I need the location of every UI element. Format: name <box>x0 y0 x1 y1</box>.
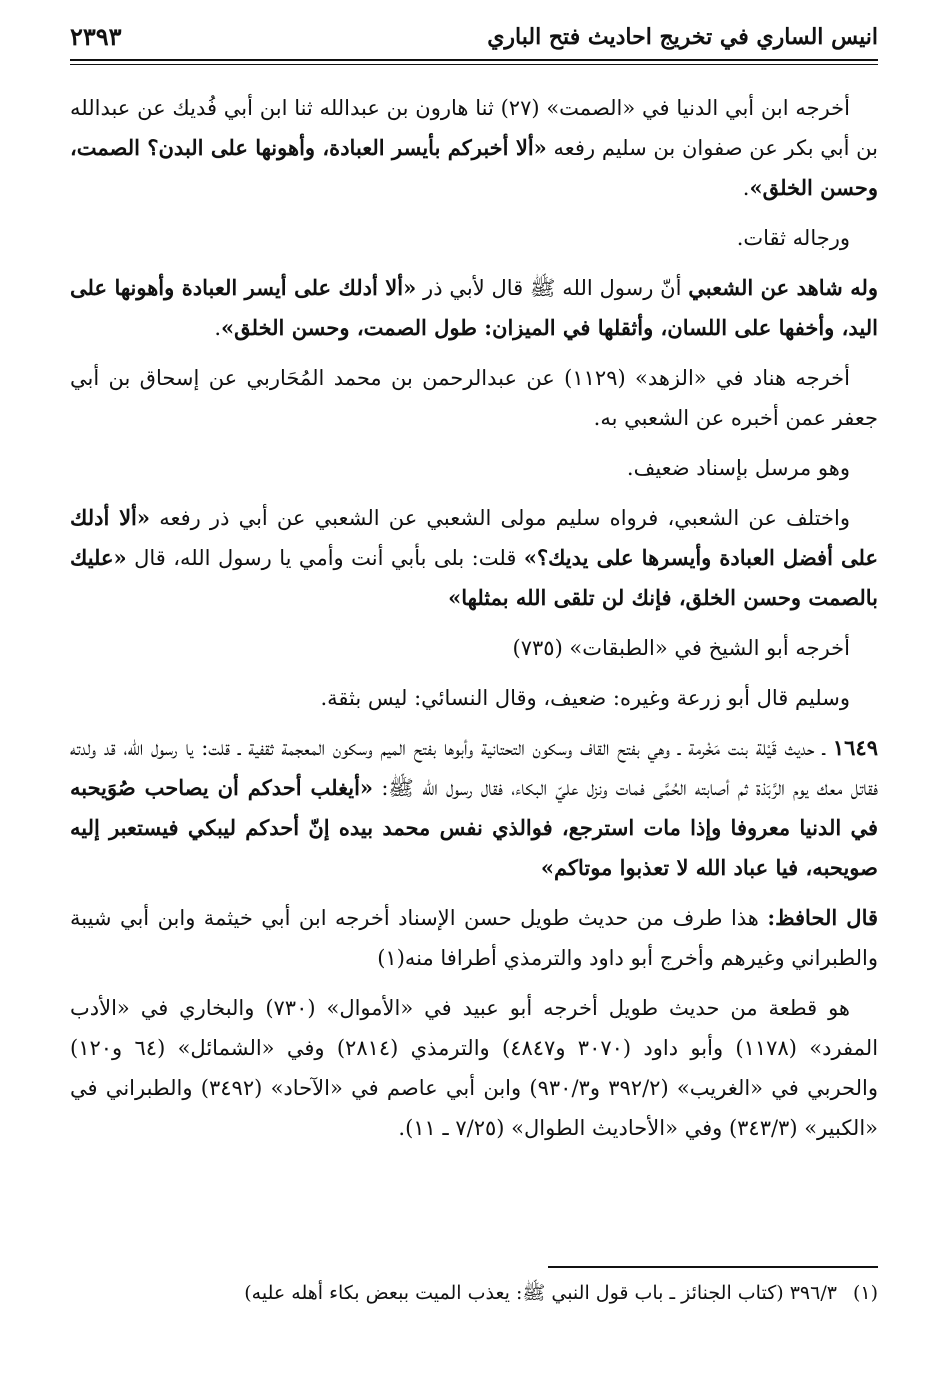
bold-run: «ألا أدلك على أفضل العبادة وأيسرها على يديك؟» <box>70 505 878 570</box>
paragraph-mursal <box>70 448 878 488</box>
book-title: انيس الساري في تخريج احاديث فتح الباري <box>487 24 878 50</box>
paragraph-hafiz <box>70 898 878 978</box>
text-run: ـ حديث قَيْلة بنت مَخْرمة ـ وهي بفتح القاف وسكون التحتانية وأبوها بفتح الميم وسكون المعجمة ثقفية ـ قلت: يا رسول الله، قد ولدته فقاتل معك يوم الرَّبَذة ثم أصابته الحُمَّى فمات ونزل عليّ البكاء، فقال رسول الله ﷺ: <box>70 736 878 800</box>
paragraph-abu-shaykh <box>70 628 878 668</box>
hadith-text <box>70 736 878 880</box>
text-run: . <box>214 316 221 340</box>
text-run: وسليم قال أبو زرعة وغيره: ضعيف، وقال النسائي: ليس بثقة. <box>320 686 850 710</box>
page-body <box>70 88 878 1158</box>
text-run: أنّ رسول الله ﷺ قال لأبي ذر <box>416 276 689 300</box>
header-rule-thin <box>70 64 878 65</box>
book-page <box>70 18 878 1368</box>
text-run: هو قطعة من حديث طويل أخرجه أبو عبيد في «الأموال» (٧٣٠) والبخاري في «الأدب المفرد» (١١٧٨) وأبو داود (٣٠٧٠ و٤٨٤٧) والترمذي (٢٨١٤) وفي «الشمائل» (٦٤ و١٢٠) والحربي في «الغريب» (٣٩٢/٢ و٩٣٠/٣) وابن أبي عاصم في «الآحاد» (٣٤٩٢) والطبراني في «الكبير» (٣٤٣/٣) وفي «الأحاديث الطوال» (٧/٢٥ ـ ١١). <box>70 996 879 1140</box>
bold-run: «عليك بالصمت وحسن الخلق، فإنك لن تلقى الله بمثلها» <box>70 545 878 610</box>
paragraph-rijal <box>70 218 878 258</box>
bold-run: «ألا أخبركم بأيسر العبادة، وأهونها على البدن؟ الصمت، وحسن الخلق» <box>70 135 878 200</box>
text-run: أخرجه هناد في «الزهد» (١١٢٩) عن عبدالرحمن بن محمد المُحَاربي عن إسحاق بن أبي جعفر عمن أخبره عن الشعبي به. <box>70 366 878 430</box>
text-run: أخرجه أبو الشيخ في «الطبقات» (٧٣٥) <box>512 636 850 660</box>
footnote <box>70 1278 878 1308</box>
hadith-entry <box>70 728 878 888</box>
paragraph-ikhtilaf <box>70 498 878 618</box>
paragraph-sulaym <box>70 678 878 718</box>
running-header <box>70 18 878 58</box>
bold-run: «ألا أدلك على أيسر العبادة وأهونها على اليد، وأخفها على اللسان، وأثقلها في الميزان: طول الصمت، وحسن الخلق» <box>70 275 878 340</box>
bold-run: قال الحافظ: <box>767 905 879 930</box>
bold-run: وله شاهد عن الشعبي <box>688 275 878 300</box>
paragraph-takhrij-samt <box>70 88 878 208</box>
bold-run: «أيغلب أحدكم أن يصاحب صُوَيحبه في الدنيا معروفا وإذا مات استرجع، فوالذي نفس محمد بيده إنّ أحدكم ليبكي فيستعبر إليه صويحبه، فيا عباد الله لا تعذبوا موتاكم» <box>70 775 878 880</box>
text-run: قلت: بلى بأبي أنت وأمي يا رسول الله، قال <box>126 546 524 570</box>
paragraph-shahid-shabi <box>70 268 878 348</box>
text-run: . <box>742 176 750 200</box>
text-run: هذا طرف من حديث طويل حسن الإسناد أخرجه ابن أبي خيثمة وابن أبي شيبة والطبراني وغيرهم وأخرج أبو داود والترمذي أطرافا منه <box>70 906 878 970</box>
text-run: واختلف عن الشعبي، فرواه سليم مولى الشعبي عن الشعبي عن أبي ذر رفعه <box>150 506 850 530</box>
header-rule-thick <box>70 59 878 61</box>
paragraph-hannad <box>70 358 878 438</box>
text-run: أخرجه ابن أبي الدنيا في «الصمت» (٢٧) ثنا هارون بن عبدالله ثنا ابن أبي فُديك عن عبدالله بن أبي بكر عن صفوان بن سليم رفعه <box>70 96 879 160</box>
paragraph-takhrij-final <box>70 988 878 1148</box>
text-run: ورجاله ثقات. <box>736 226 850 250</box>
hadith-number: ١٦٤٩ <box>832 735 878 760</box>
text-run: وهو مرسل بإسناد ضعيف. <box>626 456 850 480</box>
footnote-text: ٣٩٦/٣ (كتاب الجنائز ـ باب قول النبي ﷺ: يعذب الميت ببعض بكاء أهله عليه) <box>244 1282 837 1304</box>
footnote-mark: (١) <box>852 1282 878 1304</box>
text-run: (١) <box>377 946 405 970</box>
footnote-separator <box>548 1266 878 1268</box>
page-number: ٢٣٩٣ <box>70 22 122 51</box>
